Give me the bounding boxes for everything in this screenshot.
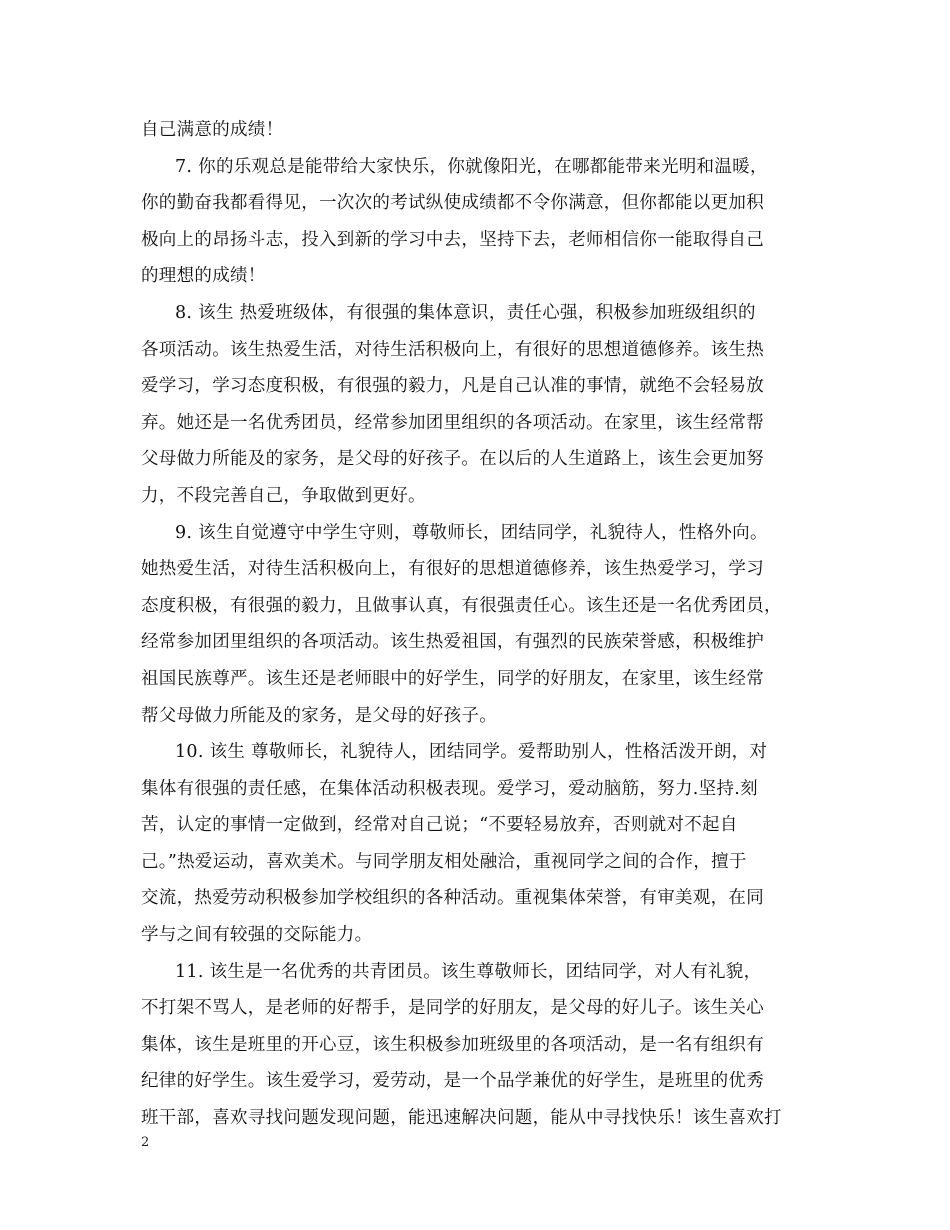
text-line: 父母做力所能及的家务，是父母的好孩子。在以后的人生道路上，该生会更加努 bbox=[141, 449, 764, 470]
paragraph-7-line: 7. 你的乐观总是能带给大家快乐，你就像阳光，在哪都能带来光明和温暖， bbox=[175, 156, 768, 177]
text-line: 极向上的昂扬斗志，投入到新的学习中去，坚持下去，老师相信你一能取得自己 bbox=[141, 229, 764, 250]
paragraph-10-line: 10. 该生 尊敬师长，礼貌待人，团结同学。爱帮助别人，性格活泼开朗，对 bbox=[175, 742, 768, 763]
text-line: 苦，认定的事情一定做到，经常对自己说；“不要轻易放弃，否则就对不起自 bbox=[141, 815, 738, 836]
document-body bbox=[141, 112, 821, 1137]
text-line: 己。”热爱运动，喜欢美术。与同学朋友相处融洽，重视同学之间的合作，擅于 bbox=[141, 851, 747, 872]
page-number: 2 bbox=[141, 1135, 150, 1150]
text-line: 帮父母做力所能及的家务，是父母的好孩子。 bbox=[141, 705, 497, 726]
text-line: 弃。她还是一名优秀团员，经常参加团里组织的各项活动。在家里，该生经常帮 bbox=[141, 412, 764, 433]
text-line: 态度积极，有很强的毅力，且做事认真，有很强责任心。该生还是一名优秀团员， bbox=[141, 595, 782, 616]
paragraph-11-line: 11. 该生是一名优秀的共青团员。该生尊敬师长，团结同学，对人有礼貌， bbox=[175, 961, 762, 982]
text-line: 你的勤奋我都看得见，一次次的考试纵使成绩都不令你满意，但你都能以更加积 bbox=[141, 193, 764, 214]
text-line: 交流，热爱劳动积极参加学校组织的各种活动。重视集体荣誉，有审美观，在同 bbox=[141, 888, 764, 909]
text-line: 她热爱生活，对待生活积极向上，有很好的思想道德修养，该生热爱学习，学习 bbox=[141, 559, 764, 580]
text-line: 爱学习，学习态度积极，有很强的毅力，凡是自己认准的事情，就绝不会轻易放 bbox=[141, 376, 764, 397]
text-line: 纪律的好学生。该生爱学习，爱劳动，是一个品学兼优的好学生，是班里的优秀 bbox=[141, 1071, 764, 1092]
text-line: 集体，该生是班里的开心豆，该生积极参加班级里的各项活动，是一名有组织有 bbox=[141, 1034, 764, 1055]
paragraph-8-line: 8. 该生 热爱班级体，有很强的集体意识，责任心强，积极参加班级组织的 bbox=[175, 302, 756, 323]
text-line: 集体有很强的责任感，在集体活动积极表现。爱学习，爱动脑筋，努力.坚持.刻 bbox=[141, 778, 758, 799]
text-line: 力，不段完善自己，争取做到更好。 bbox=[141, 485, 426, 506]
text-line: 学与之间有较强的交际能力。 bbox=[141, 925, 373, 946]
text-line: 不打架不骂人，是老师的好帮手，是同学的好朋友，是父母的好儿子。该生关心 bbox=[141, 998, 764, 1019]
text-line: 自己满意的成绩！ bbox=[141, 120, 284, 140]
text-line: 祖国民族尊严。该生还是老师眼中的好学生，同学的好朋友，在家里，该生经常 bbox=[141, 668, 764, 689]
paragraph-9-line: 9. 该生自觉遵守中学生守则，尊敬师长，团结同学，礼貌待人，性格外向。 bbox=[175, 522, 768, 543]
text-line: 各项活动。该生热爱生活，对待生活积极向上，有很好的思想道德修养。该生热 bbox=[141, 339, 764, 360]
text-line: 经常参加团里组织的各项活动。该生热爱祖国，有强烈的民族荣誉感，积极维护 bbox=[141, 632, 764, 653]
text-line: 班干部，喜欢寻找问题发现问题，能迅速解决问题，能从中寻找快乐！该生喜欢打 bbox=[141, 1108, 782, 1129]
text-line: 的理想的成绩！ bbox=[141, 266, 266, 287]
